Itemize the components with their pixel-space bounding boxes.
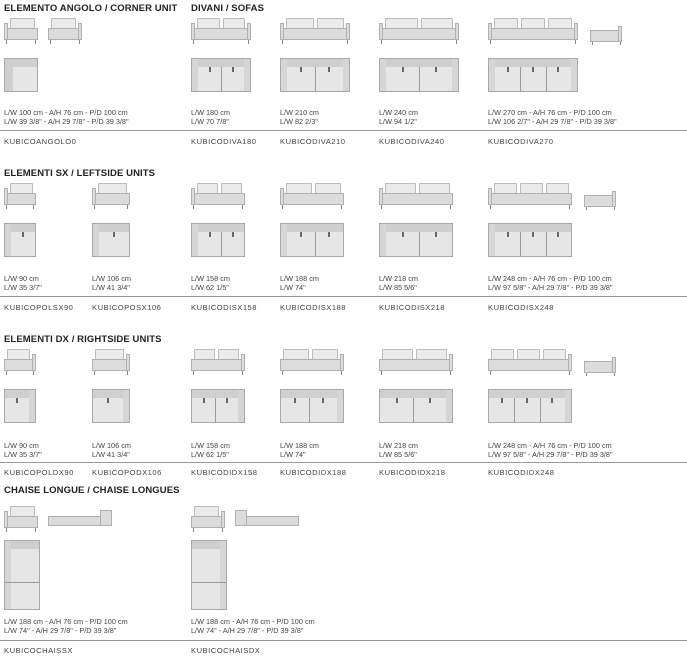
plan-armrest: [238, 390, 244, 422]
plan-cushion-mark: [328, 232, 330, 237]
plan-armrest: [452, 59, 458, 91]
product-code: KUBICODIVA180: [191, 137, 257, 146]
plan-cushion-split: [546, 232, 547, 256]
chaise-front-view: [191, 506, 225, 534]
armrest: [191, 188, 195, 205]
sofa-side-view: [590, 26, 624, 46]
sofa-leg: [569, 371, 570, 375]
dimensions-imperial: L/W 85 5/6": [379, 450, 417, 459]
armrest: [568, 354, 572, 371]
plan-backrest: [192, 59, 250, 67]
rightside-plan-view: [191, 389, 245, 423]
dimensions-imperial: L/W 74" - A/H 29 7/8" - P/D 39 3/8": [4, 626, 117, 635]
dimensions-imperial: L/W 70 7/8": [191, 117, 229, 126]
sofa-leg: [6, 371, 7, 375]
chaise-plan-view: [191, 540, 227, 610]
sofa-base: [280, 28, 350, 40]
rightside-front-view: [280, 349, 344, 377]
armrest: [574, 23, 578, 40]
section-title-corner-unit: ELEMENTO ANGOLO / CORNER UNIT: [4, 3, 178, 14]
plan-cushion-mark: [226, 398, 228, 403]
sofa-leg: [193, 371, 194, 375]
armrest: [379, 23, 383, 40]
plan-cushion-mark: [107, 398, 109, 403]
plan-backrest: [192, 390, 244, 398]
sofa-leg: [341, 205, 342, 209]
plan-cushion-mark: [328, 67, 330, 72]
chaise-side-back: [100, 510, 112, 526]
sofa-base: [191, 28, 251, 40]
sofa-base: [488, 193, 572, 205]
dimensions-metric: L/W 158 cm: [191, 274, 230, 283]
sofa-base: [48, 28, 82, 40]
sofa-leg: [79, 40, 80, 44]
plan-cushion-mark: [300, 232, 302, 237]
chaise-side-back: [235, 510, 247, 526]
sofa-leg: [341, 371, 342, 375]
plan-cushion-mark: [113, 232, 115, 237]
plan-armrest: [380, 224, 386, 256]
plan-cushion-mark: [551, 398, 553, 403]
armrest: [4, 23, 8, 40]
dimensions-imperial: L/W 74" - A/H 29 7/8" - P/D 39 3/8": [191, 626, 304, 635]
row-divider-4: [0, 640, 687, 641]
sofa-leg: [242, 371, 243, 375]
sofa-leg: [248, 40, 249, 44]
plan-cushion-mark: [435, 67, 437, 72]
sofa-base: [280, 193, 344, 205]
armrest: [4, 511, 8, 528]
sofa-leg: [94, 205, 95, 209]
sofa-base: [488, 28, 578, 40]
product-code: KUBICODIDX218: [379, 468, 446, 477]
plan-cushion-split: [546, 67, 547, 91]
plan-cushion-split: [419, 232, 420, 256]
sofa-plan-view: [280, 58, 350, 92]
dimensions-imperial: L/W 35 3/7": [4, 283, 42, 292]
plan-cushion-mark: [557, 232, 559, 237]
plan-backrest: [5, 59, 13, 91]
armrest: [92, 188, 96, 205]
product-code: KUBICODISX158: [191, 303, 258, 312]
leftside-front-view: [4, 183, 36, 211]
sofa-base: [488, 359, 572, 371]
dimensions-imperial: L/W 39 3/8" - A/H 29 7/8" - P/D 39 3/8": [4, 117, 129, 126]
plan-armrest: [281, 224, 287, 256]
chair-leg: [614, 207, 615, 210]
plan-armrest: [93, 224, 99, 256]
dimensions-imperial: L/W 94 1/2": [379, 117, 417, 126]
dimensions-metric: L/W 248 cm - A/H 76 cm - P/D 100 cm: [488, 441, 612, 450]
sofa-leg: [381, 40, 382, 44]
sofa-base: [191, 516, 225, 528]
plan-cushion-mark: [22, 232, 24, 237]
sofa-leg: [569, 205, 570, 209]
plan-armrest: [489, 224, 495, 256]
chair-arm: [612, 191, 616, 207]
dimensions-metric: L/W 218 cm: [379, 274, 418, 283]
rightside-front-view: [191, 349, 245, 377]
leftside-front-view: [488, 183, 572, 211]
plan-backrest: [489, 390, 571, 398]
dimensions-metric: L/W 90 cm: [4, 274, 39, 283]
plan-armrest: [489, 59, 495, 91]
plan-backrest: [192, 224, 244, 232]
sofa-leg: [222, 528, 223, 532]
chaise-side-view: [48, 510, 112, 528]
chaise-front-view: [4, 506, 38, 534]
armrest: [78, 23, 82, 40]
sofa-leg: [193, 205, 194, 209]
plan-armrest: [29, 390, 35, 422]
plan-armrest: [380, 59, 386, 91]
dimensions-metric: L/W 218 cm: [379, 441, 418, 450]
product-code: KUBICODIDX158: [191, 468, 258, 477]
sofa-leg: [33, 205, 34, 209]
dimensions-metric: L/W 188 cm: [280, 441, 319, 450]
dimensions-imperial: L/W 74": [280, 283, 306, 292]
armrest: [455, 23, 459, 40]
armrest: [126, 354, 130, 371]
armrest: [32, 354, 36, 371]
plan-cushion-mark: [16, 398, 18, 403]
rightside-plan-view: [488, 389, 572, 423]
dimensions-metric: L/W 210 cm: [280, 108, 319, 117]
rightside-plan-view: [92, 389, 130, 423]
dimensions-imperial: L/W 41 3/4": [92, 283, 130, 292]
sofa-leg: [490, 205, 491, 209]
sofa-leg: [381, 371, 382, 375]
sofa-base: [191, 193, 245, 205]
plan-armrest: [337, 390, 343, 422]
armrest: [488, 188, 492, 205]
rightside-front-view: [488, 349, 572, 377]
product-code: KUBICODISX248: [488, 303, 555, 312]
plan-cushion-mark: [322, 398, 324, 403]
armrest: [221, 511, 225, 528]
leftside-front-view: [280, 183, 344, 211]
dimensions-metric: L/W 188 cm: [280, 274, 319, 283]
sofa-base: [92, 193, 130, 205]
chair-leg: [586, 207, 587, 210]
sofa-leg: [575, 40, 576, 44]
dimensions-imperial: L/W 35 3/7": [4, 450, 42, 459]
sofa-base: [379, 193, 453, 205]
sofa-front-view: [280, 18, 350, 46]
sofa-front-view: [379, 18, 459, 46]
plan-cushion-mark: [396, 398, 398, 403]
product-code: KUBICOCHAISSX: [4, 646, 73, 655]
section-title-chaise-longues: CHAISE LONGUE / CHAISE LONGUES: [4, 485, 180, 496]
rightside-front-view: [4, 349, 36, 377]
dimensions-metric: L/W 158 cm: [191, 441, 230, 450]
chair-leg: [614, 373, 615, 376]
armrest: [247, 23, 251, 40]
sofa-front-view: [488, 18, 578, 46]
leftside-front-view: [92, 183, 130, 211]
plan-armrest: [446, 390, 452, 422]
sofa-base: [379, 28, 459, 40]
dimensions-metric: L/W 270 cm - A/H 76 cm - P/D 100 cm: [488, 108, 612, 117]
sofa-leg: [94, 371, 95, 375]
dimensions-metric: L/W 90 cm: [4, 441, 39, 450]
plan-cushion-split: [309, 398, 310, 422]
plan-armrest: [123, 390, 129, 422]
sofa-leg: [490, 371, 491, 375]
dimensions-metric: L/W 188 cm - A/H 76 cm - P/D 100 cm: [191, 617, 315, 626]
plan-cushion-split: [215, 398, 216, 422]
dimensions-metric: L/W 248 cm - A/H 76 cm - P/D 100 cm: [488, 274, 612, 283]
leftside-front-view: [379, 183, 453, 211]
plan-cushion-split: [419, 67, 420, 91]
dimensions-imperial: L/W 82 2/3": [280, 117, 318, 126]
plan-backrest: [380, 390, 452, 398]
section-title-leftside-units: ELEMENTI SX / LEFTSIDE UNITS: [4, 168, 156, 179]
plan-armrest: [192, 224, 198, 256]
plan-cushion-split: [221, 67, 222, 91]
plan-armrest: [565, 390, 571, 422]
chair-arm: [618, 26, 622, 42]
chair-leg: [592, 42, 593, 45]
plan-cushion-split: [520, 232, 521, 256]
rightside-side-view: [584, 357, 618, 377]
dimensions-metric: L/W 106 cm: [92, 274, 131, 283]
leftside-side-view: [584, 191, 618, 211]
plan-cushion-mark: [300, 67, 302, 72]
product-code: KUBICODIVA210: [280, 137, 346, 146]
dimensions-metric: L/W 106 cm: [92, 441, 131, 450]
plan-cushion-mark: [232, 67, 234, 72]
plan-armrest: [220, 541, 226, 609]
product-code: KUBICODIDX188: [280, 468, 347, 477]
sofa-front-view: [191, 18, 251, 46]
plan-cushion-mark: [507, 232, 509, 237]
corner-plan-view: [4, 58, 38, 92]
corner-front-view: [4, 18, 38, 46]
rightside-plan-view: [280, 389, 344, 423]
plan-cushion-mark: [402, 232, 404, 237]
plan-armrest: [281, 59, 287, 91]
sofa-leg: [381, 205, 382, 209]
sofa-leg: [35, 40, 36, 44]
armrest: [280, 188, 284, 205]
product-code: KUBICOPODX106: [92, 468, 162, 477]
plan-backrest: [281, 59, 349, 67]
sofa-leg: [33, 371, 34, 375]
chaise-side-view: [235, 510, 299, 528]
sofa-leg: [456, 40, 457, 44]
leftside-plan-view: [191, 223, 245, 257]
section-title-rightside-units: ELEMENTI DX / RIGHTSIDE UNITS: [4, 334, 162, 345]
dimensions-imperial: L/W 97 5/8" - A/H 29 7/8" - P/D 39 3/8": [488, 450, 613, 459]
plan-backrest: [380, 224, 452, 232]
row-divider-1: [0, 130, 687, 131]
armrest: [449, 354, 453, 371]
sofa-leg: [6, 205, 7, 209]
plan-backrest: [489, 224, 571, 232]
sofa-leg: [193, 40, 194, 44]
plan-cushion-mark: [429, 398, 431, 403]
product-code: KUBICODIVA270: [488, 137, 554, 146]
dimensions-metric: L/W 180 cm: [191, 108, 230, 117]
row-divider-3: [0, 462, 687, 463]
plan-cushion-split: [514, 398, 515, 422]
leftside-plan-view: [488, 223, 572, 257]
dimensions-imperial: L/W 85 5/6": [379, 283, 417, 292]
dimensions-imperial: L/W 41 3/4": [92, 450, 130, 459]
sofa-leg: [490, 40, 491, 44]
leftside-plan-view: [280, 223, 344, 257]
plan-cushion-mark: [232, 232, 234, 237]
plan-armrest: [5, 541, 11, 609]
sofa-base: [379, 359, 453, 371]
sofa-leg: [6, 528, 7, 532]
sofa-plan-view: [379, 58, 459, 92]
plan-backrest: [281, 224, 343, 232]
armrest: [379, 188, 383, 205]
dimensions-metric: L/W 100 cm - A/H 76 cm - P/D 100 cm: [4, 108, 128, 117]
sofa-base: [4, 516, 38, 528]
plan-backrest: [380, 59, 458, 67]
leftside-plan-view: [92, 223, 130, 257]
sofa-leg: [450, 205, 451, 209]
plan-cushion-mark: [557, 67, 559, 72]
sofa-leg: [127, 205, 128, 209]
chair-leg: [586, 373, 587, 376]
product-code: KUBICODIVA240: [379, 137, 445, 146]
plan-backrest: [489, 59, 577, 67]
plan-cushion-split: [520, 67, 521, 91]
rightside-plan-view: [4, 389, 36, 423]
armrest: [488, 23, 492, 40]
plan-cushion-mark: [532, 67, 534, 72]
sofa-leg: [450, 371, 451, 375]
sofa-leg: [282, 40, 283, 44]
product-code: KUBICOCHAISDX: [191, 646, 261, 655]
plan-cushion-mark: [501, 398, 503, 403]
rightside-plan-view: [379, 389, 453, 423]
armrest: [340, 354, 344, 371]
sofa-plan-view: [488, 58, 578, 92]
plan-cushion-mark: [507, 67, 509, 72]
plan-armrest: [244, 59, 250, 91]
dimensions-imperial: L/W 62 1/5": [191, 283, 229, 292]
sofa-plan-view: [191, 58, 251, 92]
plan-backrest: [281, 390, 343, 398]
plan-cushion-split: [221, 232, 222, 256]
sofa-leg: [35, 528, 36, 532]
sofa-base: [4, 28, 38, 40]
sofa-leg: [242, 205, 243, 209]
plan-cushion-split: [413, 398, 414, 422]
plan-cushion-split: [540, 398, 541, 422]
sofa-leg: [50, 40, 51, 44]
plan-cushion-mark: [435, 232, 437, 237]
dimensions-imperial: L/W 74": [280, 450, 306, 459]
plan-cushion-mark: [526, 398, 528, 403]
armrest: [4, 188, 8, 205]
sofa-leg: [282, 371, 283, 375]
chair-leg: [620, 42, 621, 45]
plan-armrest: [343, 59, 349, 91]
sofa-leg: [282, 205, 283, 209]
plan-cushion-mark: [532, 232, 534, 237]
sofa-base: [4, 193, 36, 205]
sofa-base: [92, 359, 130, 371]
plan-cushion-mark: [209, 67, 211, 72]
plan-cushion-mark: [402, 67, 404, 72]
row-divider-2: [0, 296, 687, 297]
plan-cushion-mark: [294, 398, 296, 403]
product-code: KUBICOPOLDX90: [4, 468, 74, 477]
plan-armrest: [5, 224, 11, 256]
product-code: KUBICOPOSX106: [92, 303, 162, 312]
leftside-front-view: [191, 183, 245, 211]
dimensions-metric: L/W 240 cm: [379, 108, 418, 117]
plan-armrest: [192, 59, 198, 91]
rightside-front-view: [92, 349, 130, 377]
plan-cushion-split: [315, 67, 316, 91]
armrest: [280, 23, 284, 40]
dimensions-imperial: L/W 97 5/8" - A/H 29 7/8" - P/D 39 3/8": [488, 283, 613, 292]
section-title-sofas: DIVANI / SOFAS: [191, 3, 265, 14]
plan-cushion-mark: [209, 232, 211, 237]
product-code: KUBICOPOLSX90: [4, 303, 74, 312]
product-code: KUBICOANGOLO0: [4, 137, 77, 146]
plan-cushion-split: [192, 582, 226, 583]
sofa-leg: [127, 371, 128, 375]
sofa-leg: [6, 40, 7, 44]
sofa-leg: [193, 528, 194, 532]
product-code: KUBICODIDX248: [488, 468, 555, 477]
plan-cushion-split: [5, 582, 39, 583]
plan-cushion-split: [315, 232, 316, 256]
chaise-plan-view: [4, 540, 40, 610]
leftside-plan-view: [379, 223, 453, 257]
armrest: [241, 354, 245, 371]
plan-armrest: [571, 59, 577, 91]
armrest: [191, 23, 195, 40]
chair-arm: [612, 357, 616, 373]
sofa-base: [191, 359, 245, 371]
rightside-front-view: [379, 349, 453, 377]
sofa-base: [280, 359, 344, 371]
product-code: KUBICODISX218: [379, 303, 446, 312]
corner-side-view: [48, 18, 82, 46]
sofa-leg: [347, 40, 348, 44]
product-code: KUBICODISX188: [280, 303, 347, 312]
leftside-plan-view: [4, 223, 36, 257]
plan-cushion-mark: [203, 398, 205, 403]
dimensions-metric: L/W 188 cm - A/H 76 cm - P/D 100 cm: [4, 617, 128, 626]
armrest: [346, 23, 350, 40]
dimensions-imperial: L/W 62 1/5": [191, 450, 229, 459]
dimensions-imperial: L/W 106 2/7" - A/H 29 7/8" - P/D 39 3/8": [488, 117, 617, 126]
